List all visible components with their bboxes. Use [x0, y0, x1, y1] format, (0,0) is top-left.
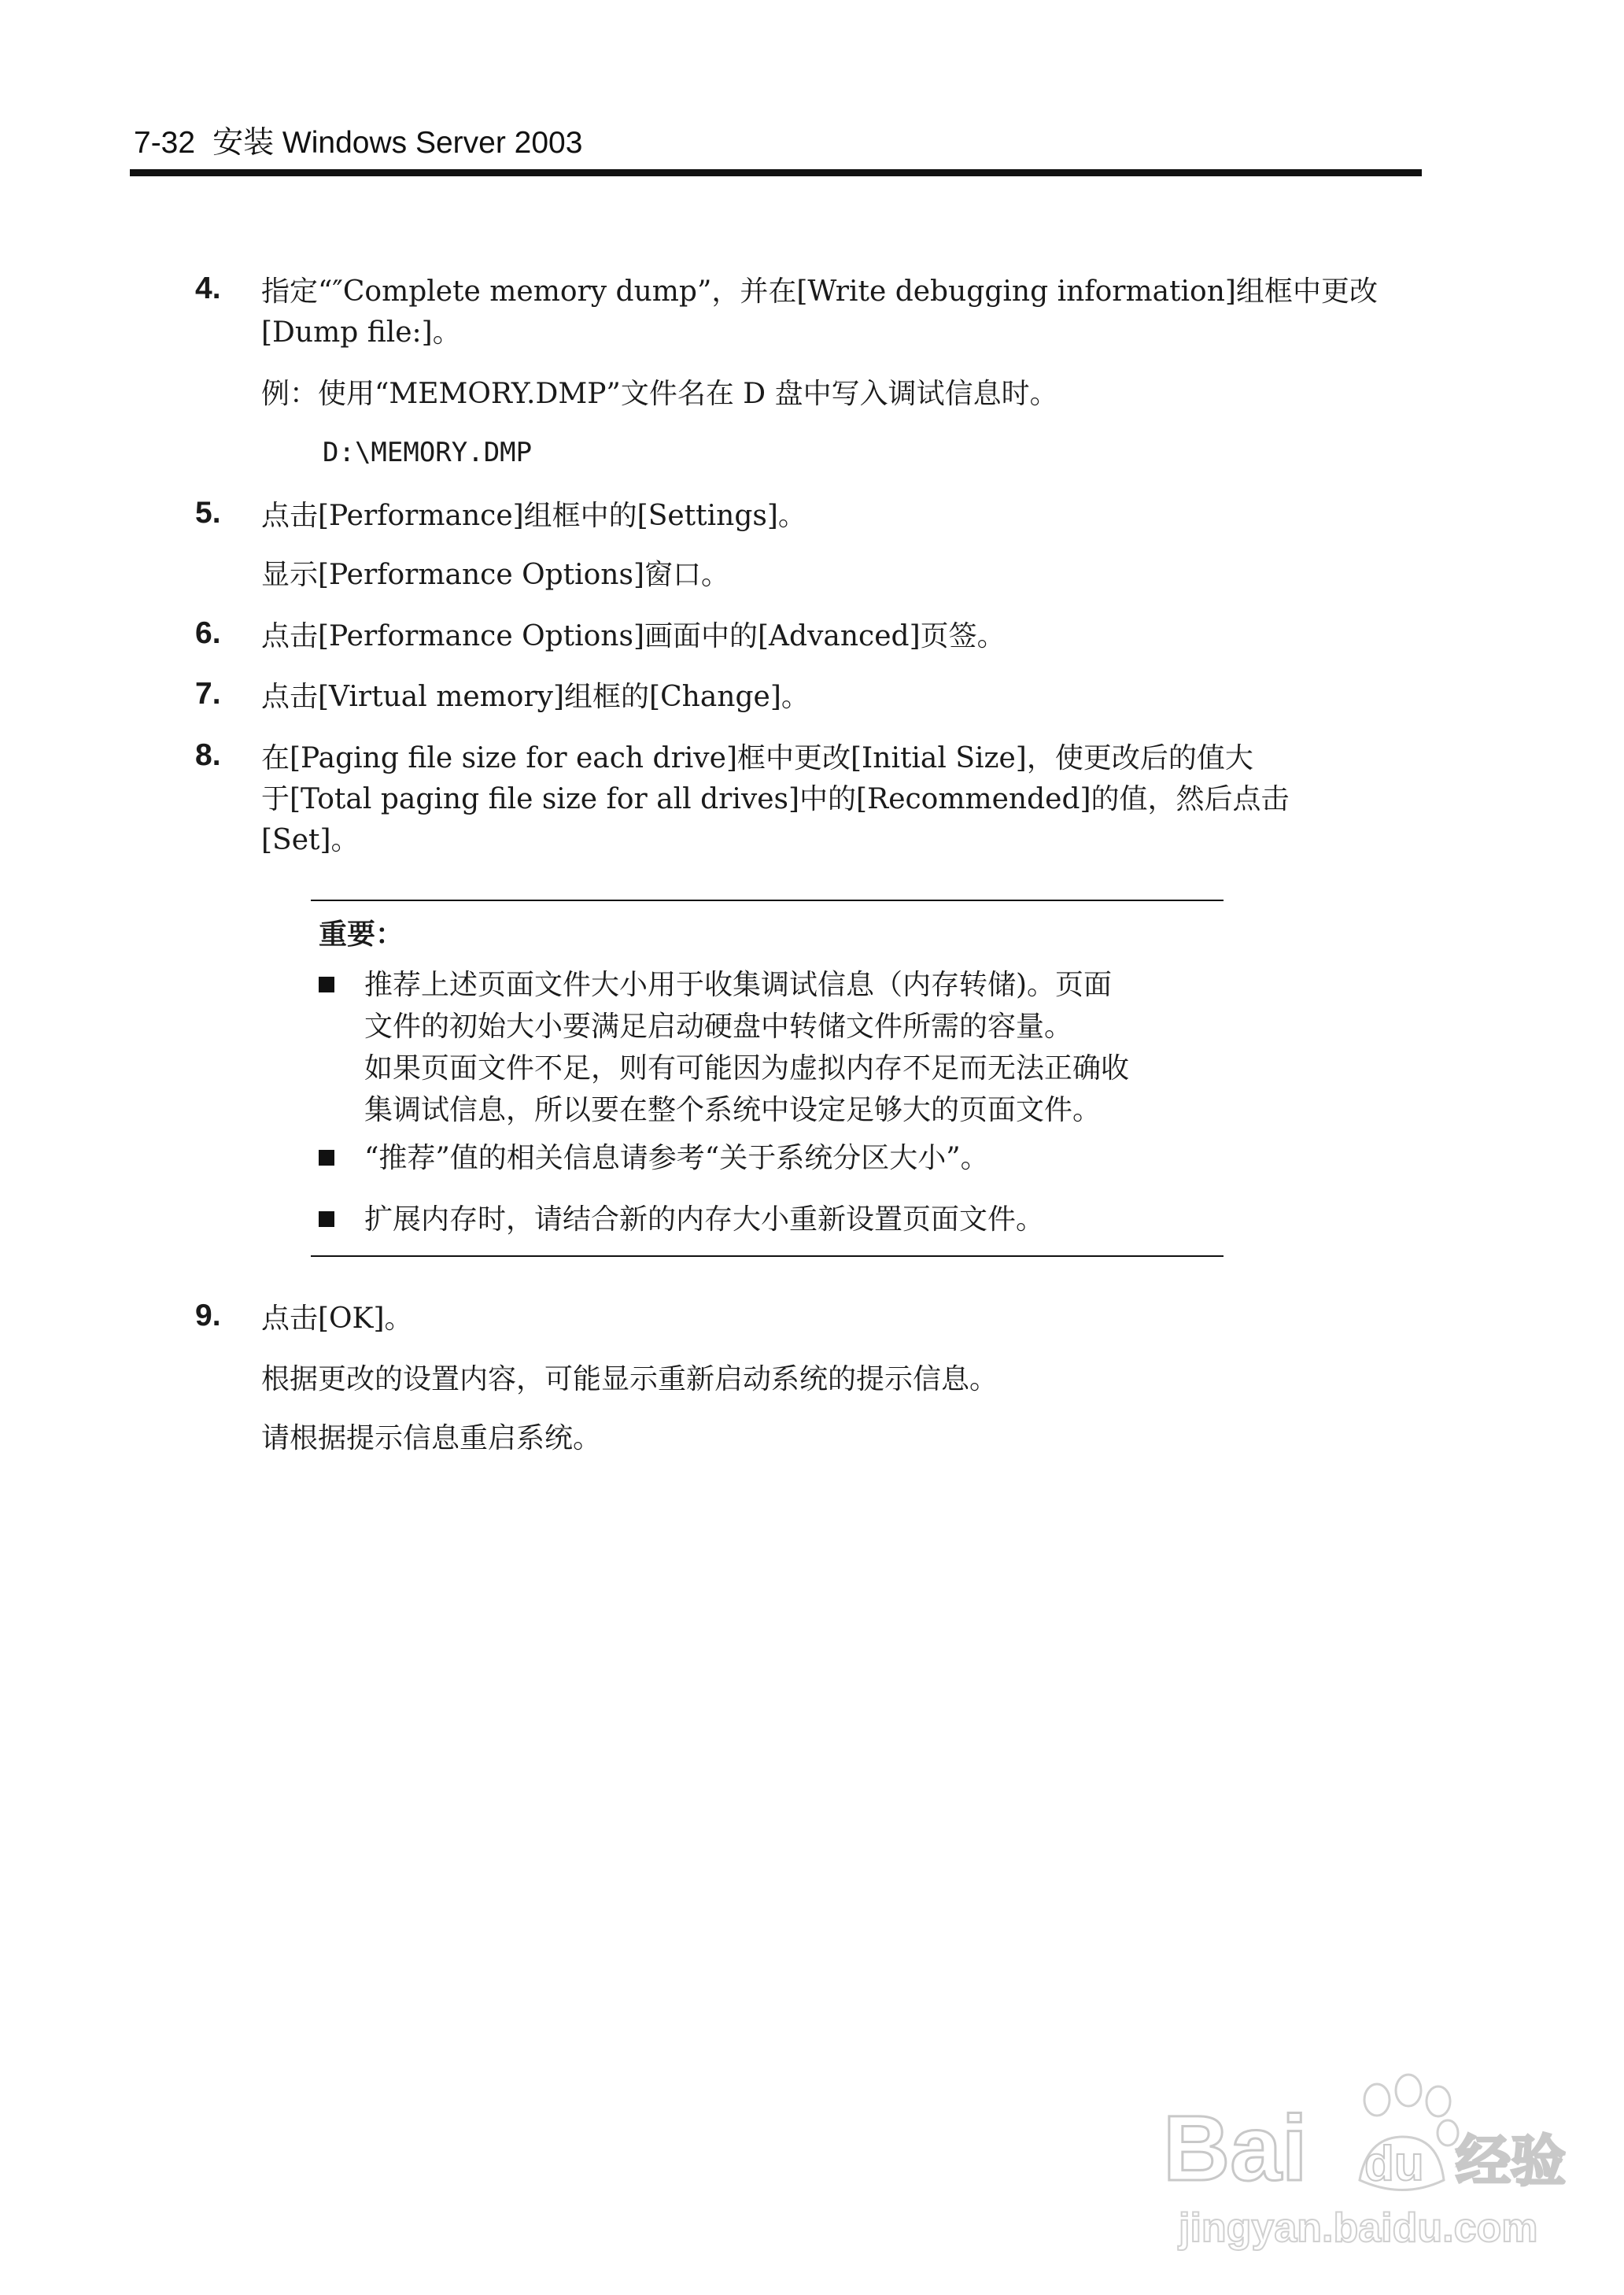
watermark-label: 经验 [1456, 2129, 1566, 2193]
step-text-line: 指定“″Complete memory dump”，并在[Write debugging information]组框中更改 [261, 275, 1378, 308]
watermark-url: jingyan.baidu.com [1179, 2205, 1538, 2251]
bullet-line: 扩展内存时，请结合新的内存大小重新设置页面文件。 [364, 1203, 1045, 1236]
bullet-line: 集调试信息，所以要在整个系统中设定足够大的页面文件。 [364, 1094, 1102, 1126]
baidu-watermark [1163, 2062, 1572, 2251]
bullet-line: 如果页面文件不足，则有可能因为虚拟内存不足而无法正确收 [364, 1052, 1130, 1085]
note-bullet [319, 1137, 1216, 1179]
step-number: 4. [195, 272, 221, 305]
note-bullet [319, 964, 1216, 1131]
bullet-square-icon [319, 1150, 334, 1166]
bullet-square-icon [319, 1211, 334, 1227]
step-number: 7. [195, 677, 221, 711]
step-9 [195, 1299, 1423, 1340]
step-number: 9. [195, 1299, 221, 1332]
step-text-line: [Set]。 [261, 824, 360, 856]
watermark-brand-2: du [1364, 2137, 1424, 2191]
step-8 [195, 738, 1423, 861]
step-6 [195, 616, 1423, 657]
important-note [311, 900, 1224, 1257]
step-9-result: 根据更改的设置内容，可能显示重新启动系统的提示信息。 [261, 1363, 998, 1395]
page-number: 7-32 [134, 126, 196, 160]
step-9-result: 请根据提示信息重启系统。 [261, 1422, 602, 1454]
step-number: 8. [195, 738, 221, 772]
step-text-line: 于[Total paging file size for all drives]中的[Recommended]的值，然后点击 [261, 783, 1290, 815]
bullet-line: 推荐上述页面文件大小用于收集调试信息（内存转储)。页面 [364, 969, 1113, 1001]
step-text-line: 点击[Performance Options]画面中的[Advanced]页签。 [261, 620, 1006, 652]
note-bullet [319, 1199, 1216, 1240]
step-5 [195, 496, 1423, 537]
step-4 [195, 272, 1423, 353]
step-number: 5. [195, 496, 221, 530]
step-4-path: D:\MEMORY.DMP [323, 437, 533, 468]
step-5-result: 显示[Performance Options]窗口。 [261, 559, 729, 591]
step-text-line: 点击[Virtual memory]组框的[Change]。 [261, 681, 810, 713]
page-header [134, 118, 582, 162]
note-title: 重要： [319, 918, 404, 951]
bullet-line: 文件的初始大小要满足启动硬盘中转储文件所需的容量。 [364, 1011, 1073, 1043]
bullet-line: “推荐”值的相关信息请参考“关于系统分区大小”。 [364, 1142, 989, 1174]
chapter-title: 安装 Windows Server 2003 [212, 126, 583, 160]
step-4-example: 例：使用“MEMORY.DMP”文件名在 D 盘中写入调试信息时。 [261, 378, 1058, 410]
step-text-line: 点击[OK]。 [261, 1303, 413, 1335]
watermark-brand: Bai [1163, 2097, 1308, 2201]
step-number: 6. [195, 616, 221, 650]
step-text-line: [Dump file:]。 [261, 316, 461, 349]
baidu-paw-icon [1163, 2062, 1572, 2251]
step-7 [195, 677, 1423, 718]
header-rule [130, 169, 1422, 176]
step-text-line: 点击[Performance]组框中的[Settings]。 [261, 500, 806, 532]
bullet-square-icon [319, 977, 334, 992]
step-text-line: 在[Paging file size for each drive]框中更改[Initial Size]，使更改后的值大 [261, 742, 1253, 774]
